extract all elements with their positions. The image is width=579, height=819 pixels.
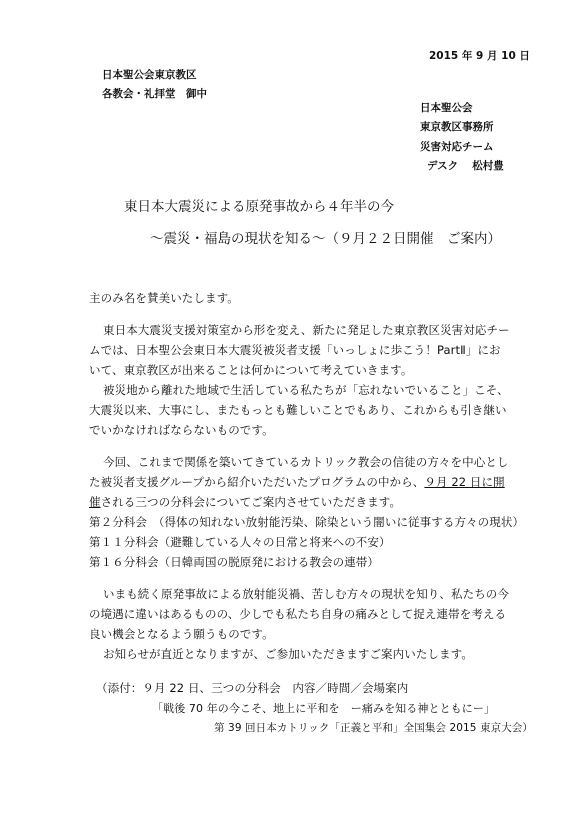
session-item: 第１６分科会（日韓両国の脱原発における教会の連帯） <box>89 555 379 569</box>
document-title: 東日本大震災による原発事故から４年半の今 <box>124 199 394 215</box>
document-date: 2015 年 9 月 10 日 <box>429 50 530 62</box>
para1-line: でいかなければならないものです。 <box>89 423 274 437</box>
para2-line <box>89 494 401 510</box>
session-item: 第１１分科会（避難している人々の日常と将来への不安） <box>89 535 391 549</box>
para1-line: 被災地から離れた地域で生活している私たちが「忘れないでいること」こそ、 <box>103 383 509 397</box>
recipient-line-1: 日本聖公会東京教区 <box>102 69 197 81</box>
para3-line: の境遇に違いはあるものの、少しでも私たち自身の痛みとして捉え連帯を考える <box>89 607 507 621</box>
para1-line: いて、東京教区が出来ることは何かについて考えていきます。 <box>89 363 413 377</box>
sender-line-1: 日本聖公会 <box>420 102 473 114</box>
attachment-line-3: 第 39 回日本カトリック「正義と平和」全国集会 2015 東京大会） <box>214 722 534 734</box>
sender-line-4: デスク 松村豊 <box>427 160 504 172</box>
para2-line <box>89 474 505 490</box>
event-date-highlight: ９月 22 日に開 <box>424 475 505 489</box>
sender-line-2: 東京教区事務所 <box>420 121 494 133</box>
para1-line: 東日本大震災支援対策室から形を変え、新たに発足した東京教区災害対応チー <box>103 323 510 337</box>
para2-text: た被災者支援グループから紹介いただいたプログラムの中から、 <box>89 475 425 489</box>
sender-line-3: 災害対応チーム <box>420 141 494 153</box>
document-subtitle: ～震災・福島の現状を知る～（９月２２日開催 ご案内） <box>150 231 501 247</box>
para1-line: ムでは、日本聖公会東日本大震災被災者支援「いっしょに歩こう！PartⅡ」にお <box>89 343 501 357</box>
attachment-line-2: 「戦後 70 年の今こそ、地上に平和を ー痛みを知る神とともにー」 <box>152 702 496 715</box>
para3-line: いまも続く原発事故による放射能災禍、苦しむ方々の現状を知り、私たちの今 <box>103 587 509 601</box>
para1-line: 大震災以来、大事にし、またもっとも難しいことでもあり、これからも引き継い <box>89 403 507 417</box>
greeting: 主のみ名を賛美いたします。 <box>89 291 239 305</box>
event-date-highlight: 催 <box>89 495 101 509</box>
para3-line: お知らせが直近となりますが、ご参加いただきますご案内いたします。 <box>103 647 473 661</box>
para2-line: 今回、これまで関係を築いてきているカトリック教会の信徒の方々を中心とし <box>103 455 509 469</box>
para2-text: される三つの分科会についてご案内させていただきます。 <box>100 495 402 509</box>
attachment-line-1: （添付：９月 22 日、三つの分科会 内容／時間／会場案内 <box>96 681 409 695</box>
session-item: 第２分科会 （得体の知れない放射能汚染、除染という闇いに従事する方々の現状） <box>89 515 525 529</box>
para3-line: 良い機会となるよう願うものです。 <box>89 627 274 641</box>
recipient-line-2: 各教会・礼拝堂 御中 <box>102 88 207 100</box>
